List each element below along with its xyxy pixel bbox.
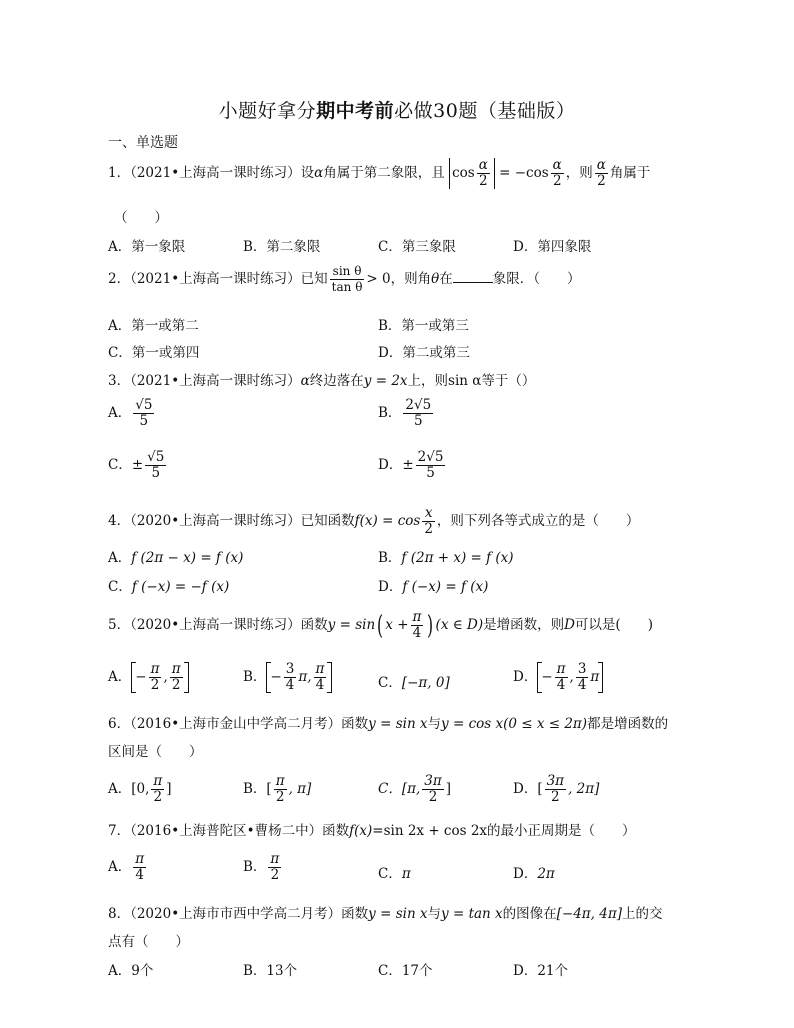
question-5: 5．（2020•上海高一课时练习）函数y = sin( x + $\frac{\pi}{4}$ ) (x ∈ D)是增函数，则D可以是( ): [108, 609, 653, 641]
question-1-paren: （ ）: [114, 210, 168, 226]
question-4: 4．（2020•上海高一课时练习）已知函数f(x) = cos $\frac{x}{2}$ ，则下列各等式成立的是（ ）: [108, 505, 640, 537]
question-7: 7．（2016•上海普陀区•曹杨二中）函数f(x)=sin 2x + cos 2x的最小正周期是（ ）: [108, 823, 636, 839]
q1-option-b[interactable]: B．第二象限: [243, 239, 321, 255]
q2-option-a[interactable]: A．第一或第二: [108, 318, 199, 334]
q6-option-b[interactable]: B．[ $\frac{\pi}{2}$ , π]: [243, 773, 312, 805]
q8-option-b[interactable]: B．13个: [243, 963, 298, 979]
q7-option-d[interactable]: D．2π: [513, 866, 555, 882]
q4-option-c[interactable]: C．f (−x) = −f (x): [108, 579, 230, 595]
q8-option-c[interactable]: C．17个: [378, 963, 433, 979]
question-6-line2: 区间是（ ）: [108, 744, 203, 760]
q8-option-a[interactable]: A．9个: [108, 963, 154, 979]
q6-option-c[interactable]: C．[π, $\frac{3\pi}{2}$ ]: [378, 773, 452, 805]
q7-option-c[interactable]: C．π: [378, 866, 411, 882]
q4-option-d[interactable]: D．f (−x) = f (x): [378, 579, 489, 595]
q7-option-a[interactable]: A． $\frac{\pi}{4}$: [108, 851, 145, 883]
question-8-line2: 点有（ ）: [108, 934, 189, 950]
q8-option-d[interactable]: D．21个: [513, 963, 569, 979]
q4-option-a[interactable]: A．f (2π − x) = f (x): [108, 550, 244, 566]
q3-option-d[interactable]: D．± $\frac{2√5}{5}$: [378, 449, 444, 481]
q2-option-b[interactable]: B．第一或第三: [378, 318, 469, 334]
question-2: 2．（2021•上海高一课时练习）已知 $\frac{\text{sin θ}}{\text{tan θ}}$ > 0，则角θ在 象限．（ ）: [108, 264, 581, 294]
q3-option-c[interactable]: C．± $\frac{√5}{5}$: [108, 449, 165, 481]
q2-option-d[interactable]: D．第二或第三: [378, 345, 470, 361]
q7-option-b[interactable]: B． $\frac{\pi}{2}$: [243, 851, 280, 883]
q1-option-d[interactable]: D．第四象限: [513, 239, 592, 255]
q5-option-b[interactable]: B． − $\frac{3}{4}$ π, $\frac{\pi}{4}$: [243, 662, 332, 693]
section-heading: 一、单选题: [108, 135, 178, 151]
q6-option-d[interactable]: D．[ $\frac{3\pi}{2}$ , 2π]: [513, 773, 600, 805]
q1-option-c[interactable]: C．第三象限: [378, 239, 456, 255]
q5-option-d[interactable]: D． − $\frac{\pi}{4}$ , $\frac{3}{4}$ π: [513, 662, 603, 693]
question-8: 8．（2020•上海市市西中学高二月考）函数y = sin x与y = tan x的图像在[−4π, 4π]上的交: [108, 906, 663, 922]
abs-value: cos $\frac{\alpha}{2}$: [449, 158, 495, 189]
q3-option-b[interactable]: B． $\frac{2√5}{5}$: [378, 397, 432, 429]
q3-option-a[interactable]: A． $\frac{√5}{5}$: [108, 397, 153, 429]
page-title: 小题好拿分期中考前必做30题（基础版）: [218, 100, 576, 122]
question-1: 1．（2021•上海高一课时练习）设α角属于第二象限，且 cos $\frac{\alpha}{2}$ = −cos $\frac{\alpha}{2}$ ，则 $\frac{\alpha}{2}$ 角属于: [108, 157, 651, 189]
q5-option-a[interactable]: A． − $\frac{\pi}{2}$ , $\frac{\pi}{2}$: [108, 662, 189, 693]
q5-option-c[interactable]: C．[−π, 0]: [378, 675, 450, 691]
q4-option-b[interactable]: B．f (2π + x) = f (x): [378, 550, 514, 566]
question-6: 6．（2016•上海市金山中学高二月考）函数y = sin x与y = cos x(0 ≤ x ≤ 2π)都是增函数的: [108, 716, 669, 732]
question-3: 3．（2021•上海高一课时练习）α终边落在y = 2x上，则sin α等于（）: [108, 373, 536, 389]
q2-option-c[interactable]: C．第一或第四: [108, 345, 200, 361]
q6-option-a[interactable]: A．[0, $\frac{\pi}{2}$ ]: [108, 773, 172, 805]
q1-option-a[interactable]: A．第一象限: [108, 239, 186, 255]
